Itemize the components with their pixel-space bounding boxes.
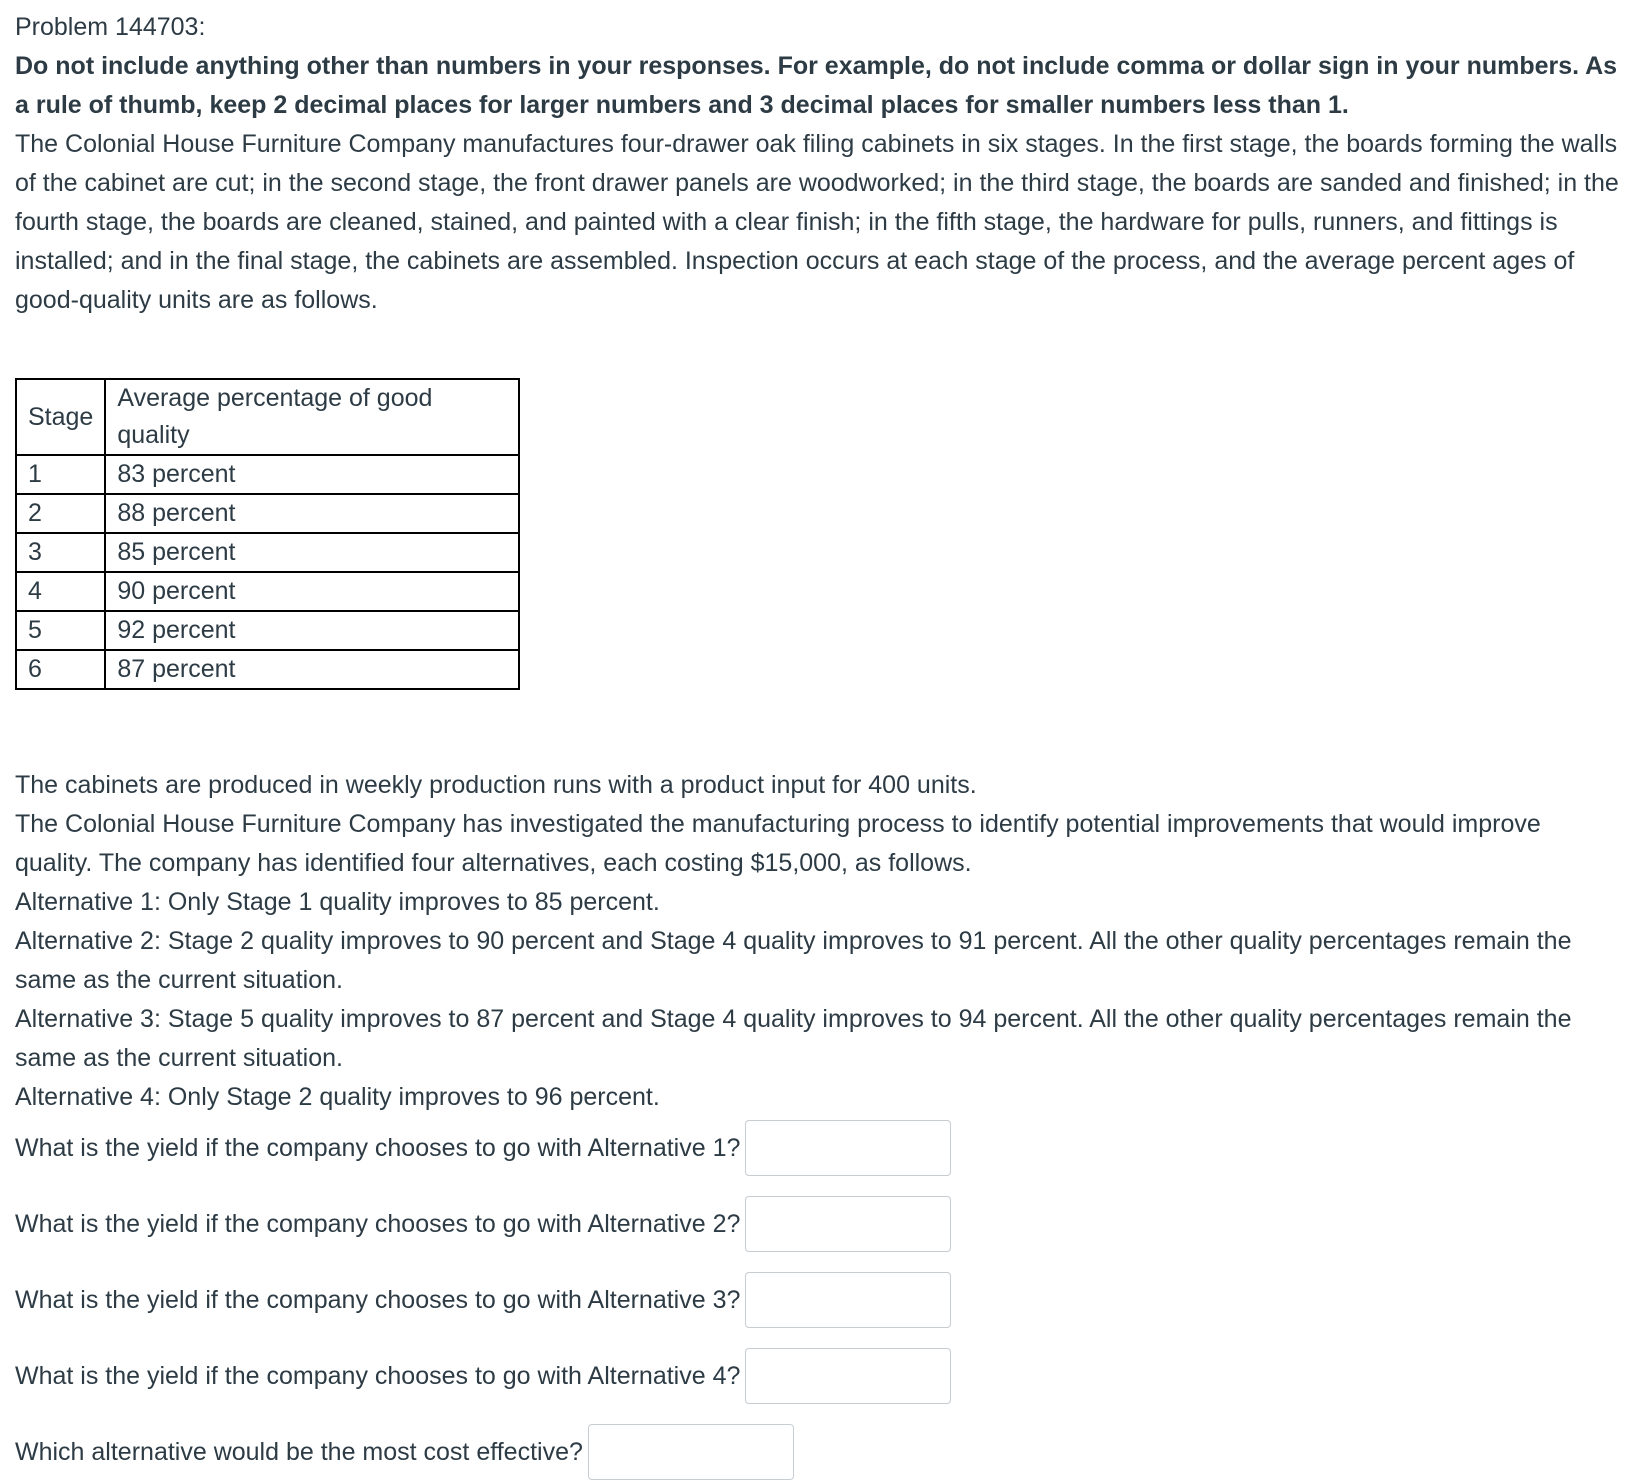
table-row xyxy=(16,455,519,494)
alternative-3-text: Alternative 3: Stage 5 quality improves to 87 percent and Stage 4 quality improves to 94 percent. All the other quality percentages remain the same as the current situation. xyxy=(15,1005,1572,1072)
table-cell-stage: 3 xyxy=(16,533,105,572)
table-cell-quality: 85 percent xyxy=(105,533,519,572)
table-row xyxy=(16,572,519,611)
alternative-2-text: Alternative 2: Stage 2 quality improves to 90 percent and Stage 4 quality improves to 91 percent. All the other quality percentages remain the same as the current situation. xyxy=(15,927,1572,994)
table-cell-quality: 88 percent xyxy=(105,494,519,533)
question-alt-1-label: What is the yield if the company chooses to go with Alternative 1? xyxy=(15,1133,741,1162)
question-alt-4-label: What is the yield if the company chooses to go with Alternative 4? xyxy=(15,1361,741,1390)
table-row xyxy=(16,494,519,533)
stage-quality-table xyxy=(15,378,520,690)
table-header-quality: Average percentage of good quality xyxy=(105,379,519,455)
problem-title: Problem 144703: xyxy=(15,13,206,41)
alternative-1-text: Alternative 1: Only Stage 1 quality improves to 85 percent. xyxy=(15,888,660,916)
production-text: The cabinets are produced in weekly production runs with a product input for 400 units. xyxy=(15,771,977,799)
question-alt-3-label: What is the yield if the company chooses to go with Alternative 3? xyxy=(15,1285,741,1314)
question-alt-3 xyxy=(15,1269,1623,1331)
table-cell-quality: 92 percent xyxy=(105,611,519,650)
question-most-cost-effective-label: Which alternative would be the most cost effective? xyxy=(15,1437,583,1466)
table-cell-stage: 2 xyxy=(16,494,105,533)
intro-paragraph: The Colonial House Furniture Company manufactures four-drawer oak filing cabinets in six stages. In the first stage, the boards forming the walls of the cabinet are cut; in the second stage, the front drawer panels are woodworked; in the third stage, the boards are sanded and finished; in the fourth stage, the boards are cleaned, stained, and painted with a clear finish; in the fifth stage, the hardware for pulls, runners, and fittings is installed; and in the final stage, the cabinets are assembled. Inspection occurs at each stage of the process, and the average percent ages of good-quality units are as follows. xyxy=(15,130,1619,314)
answer-input-alt-3[interactable] xyxy=(745,1272,951,1328)
table-cell-stage: 6 xyxy=(16,650,105,689)
table-cell-quality: 87 percent xyxy=(105,650,519,689)
table-cell-quality: 83 percent xyxy=(105,455,519,494)
question-alt-1 xyxy=(15,1117,1623,1179)
answer-input-alt-2[interactable] xyxy=(745,1196,951,1252)
answer-input-alt-1[interactable] xyxy=(745,1120,951,1176)
question-alt-2 xyxy=(15,1193,1623,1255)
alternative-4-text: Alternative 4: Only Stage 2 quality improves to 96 percent. xyxy=(15,1083,660,1111)
question-alt-2-label: What is the yield if the company chooses to go with Alternative 2? xyxy=(15,1209,741,1238)
instructions: Do not include anything other than numbers in your responses. For example, do not include comma or dollar sign in your numbers. As a rule of thumb, keep 2 decimal places for larger numbers and 3 decimal places for smaller numbers less than 1. xyxy=(15,52,1618,119)
table-header-row xyxy=(16,379,519,455)
table-cell-stage: 1 xyxy=(16,455,105,494)
table-cell-stage: 4 xyxy=(16,572,105,611)
answer-input-alt-4[interactable] xyxy=(745,1348,951,1404)
investigation-text: The Colonial House Furniture Company has investigated the manufacturing process to identify potential improvements that would improve quality. The company has identified four alternatives, each costing $15,000, as follows. xyxy=(15,810,1541,877)
question-alt-4 xyxy=(15,1345,1623,1407)
table-header-stage: Stage xyxy=(16,379,105,455)
table-row xyxy=(16,533,519,572)
table-cell-stage: 5 xyxy=(16,611,105,650)
table-row xyxy=(16,650,519,689)
question-most-cost-effective xyxy=(15,1421,1623,1483)
table-cell-quality: 90 percent xyxy=(105,572,519,611)
table-row xyxy=(16,611,519,650)
